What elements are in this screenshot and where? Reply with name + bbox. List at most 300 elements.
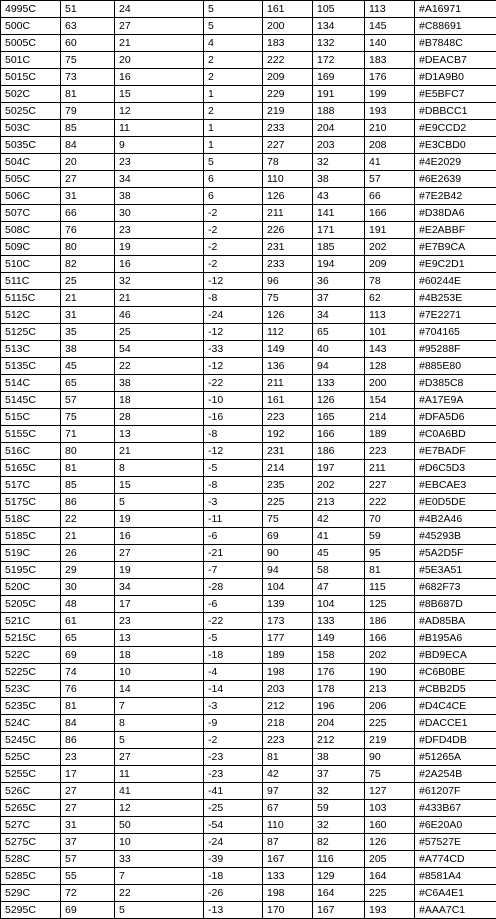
- pantone-code-cell: 500C: [1, 18, 61, 35]
- lab-b-cell: -6: [204, 528, 263, 545]
- pantone-code-cell: 518C: [1, 511, 61, 528]
- lab-l-cell: 51: [61, 1, 115, 18]
- lab-b-cell: -14: [204, 681, 263, 698]
- rgb-green-cell: 133: [313, 375, 365, 392]
- hex-code-cell: #A774CD: [415, 851, 496, 868]
- color-row: [1, 885, 496, 902]
- lab-l-cell: 84: [61, 715, 115, 732]
- lab-a-cell: 27: [115, 545, 204, 562]
- color-row: [1, 443, 496, 460]
- lab-b-cell: -16: [204, 409, 263, 426]
- rgb-red-cell: 110: [263, 171, 313, 188]
- hex-code-cell: #B195A6: [415, 630, 496, 647]
- color-row: [1, 307, 496, 324]
- lab-l-cell: 72: [61, 885, 115, 902]
- rgb-green-cell: 65: [313, 324, 365, 341]
- rgb-red-cell: 81: [263, 749, 313, 766]
- hex-code-cell: #C6B0BE: [415, 664, 496, 681]
- color-table-body: [1, 1, 496, 919]
- lab-l-cell: 66: [61, 205, 115, 222]
- rgb-red-cell: 229: [263, 86, 313, 103]
- hex-code-cell: #AAA7C1: [415, 902, 496, 919]
- hex-code-cell: #E5BFC7: [415, 86, 496, 103]
- rgb-green-cell: 141: [313, 205, 365, 222]
- pantone-code-cell: 5175C: [1, 494, 61, 511]
- lab-b-cell: -5: [204, 460, 263, 477]
- pantone-code-cell: 513C: [1, 341, 61, 358]
- rgb-green-cell: 171: [313, 222, 365, 239]
- rgb-green-cell: 204: [313, 120, 365, 137]
- rgb-green-cell: 45: [313, 545, 365, 562]
- lab-a-cell: 18: [115, 647, 204, 664]
- lab-a-cell: 13: [115, 630, 204, 647]
- rgb-green-cell: 194: [313, 256, 365, 273]
- rgb-green-cell: 36: [313, 273, 365, 290]
- lab-a-cell: 27: [115, 18, 204, 35]
- lab-l-cell: 86: [61, 732, 115, 749]
- rgb-blue-cell: 70: [365, 511, 415, 528]
- color-row: [1, 120, 496, 137]
- rgb-green-cell: 191: [313, 86, 365, 103]
- rgb-green-cell: 213: [313, 494, 365, 511]
- pantone-code-cell: 5205C: [1, 596, 61, 613]
- lab-b-cell: -25: [204, 800, 263, 817]
- rgb-red-cell: 233: [263, 120, 313, 137]
- color-row: [1, 18, 496, 35]
- lab-a-cell: 5: [115, 494, 204, 511]
- lab-b-cell: -2: [204, 222, 263, 239]
- lab-l-cell: 35: [61, 324, 115, 341]
- rgb-blue-cell: 209: [365, 256, 415, 273]
- lab-b-cell: -41: [204, 783, 263, 800]
- hex-code-cell: #4B2A46: [415, 511, 496, 528]
- rgb-blue-cell: 145: [365, 18, 415, 35]
- rgb-green-cell: 82: [313, 834, 365, 851]
- lab-b-cell: -23: [204, 766, 263, 783]
- lab-a-cell: 54: [115, 341, 204, 358]
- color-row: [1, 137, 496, 154]
- color-row: [1, 358, 496, 375]
- lab-b-cell: -22: [204, 613, 263, 630]
- lab-b-cell: -54: [204, 817, 263, 834]
- lab-l-cell: 25: [61, 273, 115, 290]
- color-row: [1, 681, 496, 698]
- lab-a-cell: 20: [115, 52, 204, 69]
- rgb-red-cell: 235: [263, 477, 313, 494]
- lab-b-cell: 5: [204, 154, 263, 171]
- rgb-blue-cell: 211: [365, 460, 415, 477]
- pantone-code-cell: 5295C: [1, 902, 61, 919]
- rgb-blue-cell: 66: [365, 188, 415, 205]
- pantone-code-cell: 5185C: [1, 528, 61, 545]
- pantone-code-cell: 524C: [1, 715, 61, 732]
- color-row: [1, 902, 496, 919]
- lab-a-cell: 34: [115, 171, 204, 188]
- lab-l-cell: 71: [61, 426, 115, 443]
- pantone-code-cell: 515C: [1, 409, 61, 426]
- lab-a-cell: 10: [115, 834, 204, 851]
- lab-l-cell: 57: [61, 392, 115, 409]
- lab-b-cell: 6: [204, 188, 263, 205]
- rgb-green-cell: 197: [313, 460, 365, 477]
- hex-code-cell: #DEACB7: [415, 52, 496, 69]
- hex-code-cell: #45293B: [415, 528, 496, 545]
- lab-a-cell: 13: [115, 426, 204, 443]
- rgb-green-cell: 133: [313, 613, 365, 630]
- lab-b-cell: -4: [204, 664, 263, 681]
- rgb-red-cell: 203: [263, 681, 313, 698]
- lab-a-cell: 8: [115, 460, 204, 477]
- color-row: [1, 222, 496, 239]
- color-row: [1, 579, 496, 596]
- lab-a-cell: 7: [115, 698, 204, 715]
- lab-a-cell: 21: [115, 35, 204, 52]
- lab-b-cell: 1: [204, 137, 263, 154]
- pantone-code-cell: 508C: [1, 222, 61, 239]
- rgb-green-cell: 32: [313, 817, 365, 834]
- rgb-red-cell: 177: [263, 630, 313, 647]
- lab-a-cell: 19: [115, 562, 204, 579]
- color-row: [1, 528, 496, 545]
- rgb-blue-cell: 202: [365, 239, 415, 256]
- lab-l-cell: 38: [61, 341, 115, 358]
- rgb-blue-cell: 222: [365, 494, 415, 511]
- rgb-red-cell: 139: [263, 596, 313, 613]
- lab-a-cell: 23: [115, 613, 204, 630]
- color-row: [1, 1, 496, 18]
- hex-code-cell: #DFA5D6: [415, 409, 496, 426]
- lab-a-cell: 16: [115, 528, 204, 545]
- rgb-green-cell: 132: [313, 35, 365, 52]
- lab-l-cell: 85: [61, 120, 115, 137]
- rgb-red-cell: 211: [263, 375, 313, 392]
- rgb-blue-cell: 214: [365, 409, 415, 426]
- hex-code-cell: #704165: [415, 324, 496, 341]
- pantone-code-cell: 512C: [1, 307, 61, 324]
- hex-code-cell: #D6C5D3: [415, 460, 496, 477]
- lab-b-cell: -8: [204, 290, 263, 307]
- lab-a-cell: 5: [115, 732, 204, 749]
- color-row: [1, 800, 496, 817]
- rgb-blue-cell: 225: [365, 885, 415, 902]
- color-row: [1, 766, 496, 783]
- rgb-blue-cell: 90: [365, 749, 415, 766]
- rgb-blue-cell: 62: [365, 290, 415, 307]
- lab-l-cell: 27: [61, 171, 115, 188]
- rgb-red-cell: 227: [263, 137, 313, 154]
- pantone-code-cell: 5275C: [1, 834, 61, 851]
- lab-l-cell: 76: [61, 222, 115, 239]
- lab-a-cell: 30: [115, 205, 204, 222]
- rgb-blue-cell: 189: [365, 426, 415, 443]
- color-row: [1, 341, 496, 358]
- hex-code-cell: #E3CBD0: [415, 137, 496, 154]
- lab-a-cell: 16: [115, 69, 204, 86]
- lab-l-cell: 17: [61, 766, 115, 783]
- rgb-green-cell: 166: [313, 426, 365, 443]
- rgb-blue-cell: 143: [365, 341, 415, 358]
- lab-a-cell: 14: [115, 681, 204, 698]
- lab-l-cell: 29: [61, 562, 115, 579]
- lab-l-cell: 69: [61, 647, 115, 664]
- hex-code-cell: #DFD4DB: [415, 732, 496, 749]
- lab-b-cell: -24: [204, 307, 263, 324]
- hex-code-cell: #D385C8: [415, 375, 496, 392]
- color-row: [1, 290, 496, 307]
- color-row: [1, 749, 496, 766]
- lab-b-cell: -8: [204, 426, 263, 443]
- color-row: [1, 324, 496, 341]
- lab-l-cell: 81: [61, 460, 115, 477]
- hex-code-cell: #682F73: [415, 579, 496, 596]
- lab-b-cell: 4: [204, 35, 263, 52]
- rgb-red-cell: 97: [263, 783, 313, 800]
- lab-l-cell: 65: [61, 375, 115, 392]
- rgb-red-cell: 209: [263, 69, 313, 86]
- rgb-blue-cell: 164: [365, 868, 415, 885]
- lab-l-cell: 55: [61, 868, 115, 885]
- lab-b-cell: -3: [204, 494, 263, 511]
- color-row: [1, 239, 496, 256]
- lab-l-cell: 21: [61, 528, 115, 545]
- lab-a-cell: 10: [115, 664, 204, 681]
- rgb-red-cell: 198: [263, 885, 313, 902]
- color-row: [1, 477, 496, 494]
- pantone-code-cell: 520C: [1, 579, 61, 596]
- hex-code-cell: #60244E: [415, 273, 496, 290]
- rgb-blue-cell: 113: [365, 307, 415, 324]
- rgb-blue-cell: 57: [365, 171, 415, 188]
- lab-b-cell: -12: [204, 324, 263, 341]
- lab-a-cell: 24: [115, 1, 204, 18]
- pantone-code-cell: 514C: [1, 375, 61, 392]
- pantone-code-cell: 5195C: [1, 562, 61, 579]
- rgb-blue-cell: 160: [365, 817, 415, 834]
- hex-code-cell: #E7BADF: [415, 443, 496, 460]
- color-row: [1, 562, 496, 579]
- rgb-red-cell: 222: [263, 52, 313, 69]
- rgb-red-cell: 226: [263, 222, 313, 239]
- lab-a-cell: 17: [115, 596, 204, 613]
- lab-l-cell: 60: [61, 35, 115, 52]
- pantone-code-cell: 526C: [1, 783, 61, 800]
- pantone-code-cell: 510C: [1, 256, 61, 273]
- lab-l-cell: 20: [61, 154, 115, 171]
- lab-a-cell: 28: [115, 409, 204, 426]
- lab-b-cell: -7: [204, 562, 263, 579]
- lab-b-cell: -9: [204, 715, 263, 732]
- lab-l-cell: 57: [61, 851, 115, 868]
- pantone-code-cell: 525C: [1, 749, 61, 766]
- rgb-green-cell: 37: [313, 766, 365, 783]
- lab-l-cell: 61: [61, 613, 115, 630]
- rgb-green-cell: 203: [313, 137, 365, 154]
- hex-code-cell: #E0D5DE: [415, 494, 496, 511]
- lab-a-cell: 15: [115, 86, 204, 103]
- lab-a-cell: 34: [115, 579, 204, 596]
- color-row: [1, 273, 496, 290]
- lab-b-cell: 5: [204, 18, 263, 35]
- lab-l-cell: 79: [61, 103, 115, 120]
- lab-b-cell: 1: [204, 120, 263, 137]
- pantone-code-cell: 5155C: [1, 426, 61, 443]
- lab-a-cell: 18: [115, 392, 204, 409]
- pantone-code-cell: 5165C: [1, 460, 61, 477]
- rgb-red-cell: 231: [263, 239, 313, 256]
- lab-l-cell: 82: [61, 256, 115, 273]
- lab-b-cell: 5: [204, 1, 263, 18]
- rgb-red-cell: 161: [263, 1, 313, 18]
- pantone-code-cell: 523C: [1, 681, 61, 698]
- rgb-green-cell: 178: [313, 681, 365, 698]
- lab-a-cell: 11: [115, 120, 204, 137]
- rgb-blue-cell: 223: [365, 443, 415, 460]
- rgb-blue-cell: 208: [365, 137, 415, 154]
- lab-l-cell: 80: [61, 443, 115, 460]
- pantone-code-cell: 506C: [1, 188, 61, 205]
- color-row: [1, 35, 496, 52]
- color-row: [1, 188, 496, 205]
- color-row: [1, 647, 496, 664]
- pantone-code-cell: 5015C: [1, 69, 61, 86]
- rgb-red-cell: 75: [263, 511, 313, 528]
- hex-code-cell: #51265A: [415, 749, 496, 766]
- rgb-blue-cell: 206: [365, 698, 415, 715]
- rgb-blue-cell: 78: [365, 273, 415, 290]
- lab-a-cell: 38: [115, 375, 204, 392]
- rgb-blue-cell: 128: [365, 358, 415, 375]
- pantone-code-cell: 501C: [1, 52, 61, 69]
- rgb-blue-cell: 126: [365, 834, 415, 851]
- rgb-green-cell: 164: [313, 885, 365, 902]
- pantone-code-cell: 528C: [1, 851, 61, 868]
- lab-a-cell: 9: [115, 137, 204, 154]
- rgb-red-cell: 136: [263, 358, 313, 375]
- rgb-blue-cell: 166: [365, 630, 415, 647]
- color-row: [1, 69, 496, 86]
- hex-code-cell: #6E20A0: [415, 817, 496, 834]
- color-row: [1, 817, 496, 834]
- rgb-green-cell: 38: [313, 749, 365, 766]
- color-row: [1, 103, 496, 120]
- hex-code-cell: #7E2B42: [415, 188, 496, 205]
- rgb-red-cell: 219: [263, 103, 313, 120]
- pantone-code-cell: 5265C: [1, 800, 61, 817]
- lab-b-cell: 1: [204, 86, 263, 103]
- lab-l-cell: 76: [61, 681, 115, 698]
- color-row: [1, 154, 496, 171]
- rgb-blue-cell: 154: [365, 392, 415, 409]
- lab-b-cell: -2: [204, 239, 263, 256]
- lab-b-cell: -23: [204, 749, 263, 766]
- rgb-blue-cell: 227: [365, 477, 415, 494]
- pantone-code-cell: 503C: [1, 120, 61, 137]
- rgb-red-cell: 223: [263, 732, 313, 749]
- rgb-red-cell: 90: [263, 545, 313, 562]
- lab-b-cell: -2: [204, 205, 263, 222]
- lab-a-cell: 25: [115, 324, 204, 341]
- rgb-blue-cell: 190: [365, 664, 415, 681]
- rgb-blue-cell: 75: [365, 766, 415, 783]
- lab-l-cell: 75: [61, 52, 115, 69]
- pantone-code-cell: 516C: [1, 443, 61, 460]
- color-row: [1, 86, 496, 103]
- hex-code-cell: #BD9ECA: [415, 647, 496, 664]
- lab-a-cell: 23: [115, 222, 204, 239]
- lab-b-cell: 2: [204, 69, 263, 86]
- lab-a-cell: 23: [115, 154, 204, 171]
- color-row: [1, 392, 496, 409]
- rgb-red-cell: 110: [263, 817, 313, 834]
- hex-code-cell: #EBCAE3: [415, 477, 496, 494]
- lab-b-cell: -12: [204, 443, 263, 460]
- pantone-code-cell: 504C: [1, 154, 61, 171]
- hex-code-cell: #E2ABBF: [415, 222, 496, 239]
- rgb-green-cell: 40: [313, 341, 365, 358]
- lab-l-cell: 31: [61, 817, 115, 834]
- lab-l-cell: 48: [61, 596, 115, 613]
- rgb-green-cell: 212: [313, 732, 365, 749]
- lab-b-cell: -28: [204, 579, 263, 596]
- pantone-code-cell: 5285C: [1, 868, 61, 885]
- lab-b-cell: -11: [204, 511, 263, 528]
- pantone-code-cell: 5025C: [1, 103, 61, 120]
- lab-b-cell: -5: [204, 630, 263, 647]
- lab-b-cell: 2: [204, 103, 263, 120]
- rgb-blue-cell: 205: [365, 851, 415, 868]
- rgb-red-cell: 167: [263, 851, 313, 868]
- rgb-blue-cell: 193: [365, 103, 415, 120]
- lab-l-cell: 30: [61, 579, 115, 596]
- hex-code-cell: #D38DA6: [415, 205, 496, 222]
- pantone-code-cell: 5035C: [1, 137, 61, 154]
- color-row: [1, 409, 496, 426]
- rgb-green-cell: 129: [313, 868, 365, 885]
- rgb-red-cell: 223: [263, 409, 313, 426]
- color-row: [1, 715, 496, 732]
- hex-code-cell: #95288F: [415, 341, 496, 358]
- rgb-red-cell: 104: [263, 579, 313, 596]
- color-row: [1, 256, 496, 273]
- hex-code-cell: #AD85BA: [415, 613, 496, 630]
- hex-code-cell: #E9CCD2: [415, 120, 496, 137]
- rgb-red-cell: 200: [263, 18, 313, 35]
- rgb-green-cell: 43: [313, 188, 365, 205]
- hex-code-cell: #E7B9CA: [415, 239, 496, 256]
- rgb-blue-cell: 183: [365, 52, 415, 69]
- lab-a-cell: 15: [115, 477, 204, 494]
- rgb-green-cell: 37: [313, 290, 365, 307]
- lab-b-cell: -12: [204, 358, 263, 375]
- rgb-red-cell: 149: [263, 341, 313, 358]
- lab-l-cell: 69: [61, 902, 115, 919]
- lab-l-cell: 73: [61, 69, 115, 86]
- color-row: [1, 545, 496, 562]
- lab-b-cell: 2: [204, 52, 263, 69]
- pantone-code-cell: 5005C: [1, 35, 61, 52]
- hex-code-cell: #B7848C: [415, 35, 496, 52]
- rgb-red-cell: 112: [263, 324, 313, 341]
- hex-code-cell: #5E3A51: [415, 562, 496, 579]
- hex-code-cell: #CBB2D5: [415, 681, 496, 698]
- lab-a-cell: 16: [115, 256, 204, 273]
- lab-b-cell: -26: [204, 885, 263, 902]
- rgb-green-cell: 202: [313, 477, 365, 494]
- lab-a-cell: 46: [115, 307, 204, 324]
- lab-l-cell: 80: [61, 239, 115, 256]
- rgb-green-cell: 185: [313, 239, 365, 256]
- rgb-green-cell: 134: [313, 18, 365, 35]
